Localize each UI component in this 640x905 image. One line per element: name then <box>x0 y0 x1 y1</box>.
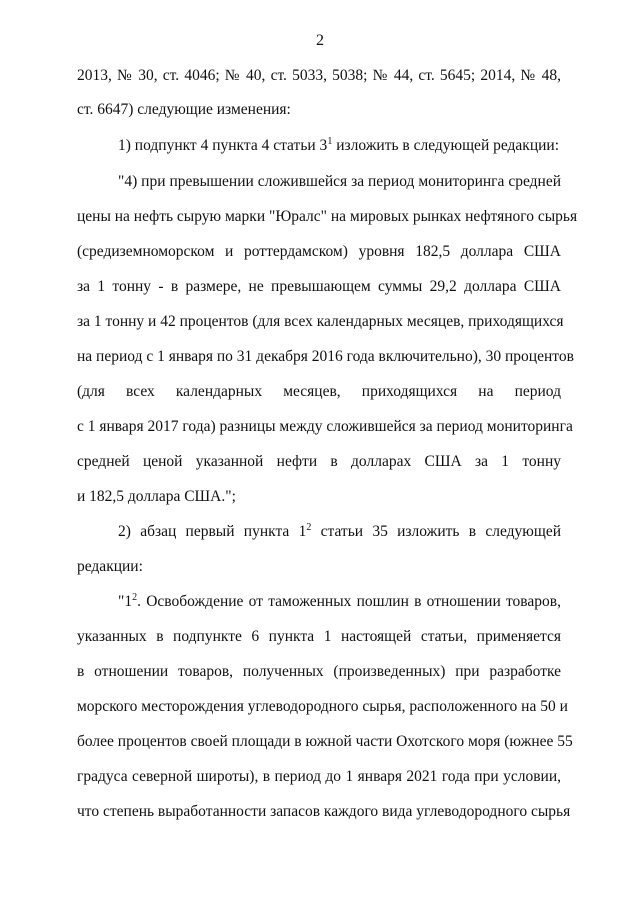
text-line: за 1 тонну и 42 процентов (для всех календарных месяцев, приходящихся <box>77 313 564 330</box>
text-line: более процентов своей площади в южной части Охотского моря (южнее 55 <box>77 733 573 750</box>
text-line: градуса северной широты), в период до 1 января 2021 года при условии, <box>77 768 561 785</box>
text-line: ст. 6647) следующие изменения: <box>77 101 291 118</box>
superscript: 2 <box>132 592 138 603</box>
text-segment: "1 <box>118 593 133 610</box>
text-segment: 1) подпункт 4 пункта 4 статьи 3 <box>118 137 328 154</box>
text-segment: 2) абзац первый пункта 1 <box>118 523 307 540</box>
text-line: (для всех календарных месяцев, приходящихся на период <box>77 383 561 400</box>
text-line: и 182,5 доллара США."; <box>77 488 236 505</box>
text-line: 2013, № 30, ст. 4046; № 40, ст. 5033, 5038; № 44, ст. 5645; 2014, № 48, <box>77 67 561 84</box>
text-segment: . Освобождение от таможенных пошлин в отношении товаров, <box>137 593 561 610</box>
text-segment: изложить в следующей редакции: <box>332 137 560 154</box>
text-line: средней ценой указанной нефти в долларах США за 1 тонну <box>77 453 561 470</box>
text-line <box>118 136 561 156</box>
text-line: на период с 1 января по 31 декабря 2016 года включительно), 30 процентов <box>77 348 574 365</box>
text-line: за 1 тонну - в размере, не превышающем суммы 29,2 доллара США <box>77 278 561 295</box>
text-line: (средиземноморском и роттердамском) уровня 182,5 доллара США <box>77 243 561 260</box>
text-line <box>118 592 561 612</box>
text-line: в отношении товаров, полученных (произведенных) при разработке <box>77 663 561 680</box>
page-number: 2 <box>316 32 324 49</box>
text-line: редакции: <box>77 558 143 575</box>
text-line: морского месторождения углеводородного сырья, расположенного на 50 и <box>77 698 568 715</box>
text-line: что степень выработанности запасов каждого вида углеводородного сырья <box>77 803 571 820</box>
text-line: "4) при превышении сложившейся за период мониторинга средней <box>118 173 561 190</box>
text-line: цены на нефть сырую марки "Юралс" на мировых рынках нефтяного сырья <box>77 208 578 225</box>
superscript: 2 <box>306 522 312 533</box>
text-line: с 1 января 2017 года) разницы между сложившейся за период мониторинга <box>77 418 573 435</box>
text-line: указанных в подпункте 6 пункта 1 настоящей статьи, применяется <box>77 628 561 645</box>
text-line <box>118 522 561 542</box>
text-segment: статьи 35 изложить в следующей <box>311 523 561 540</box>
superscript: 1 <box>327 136 333 147</box>
